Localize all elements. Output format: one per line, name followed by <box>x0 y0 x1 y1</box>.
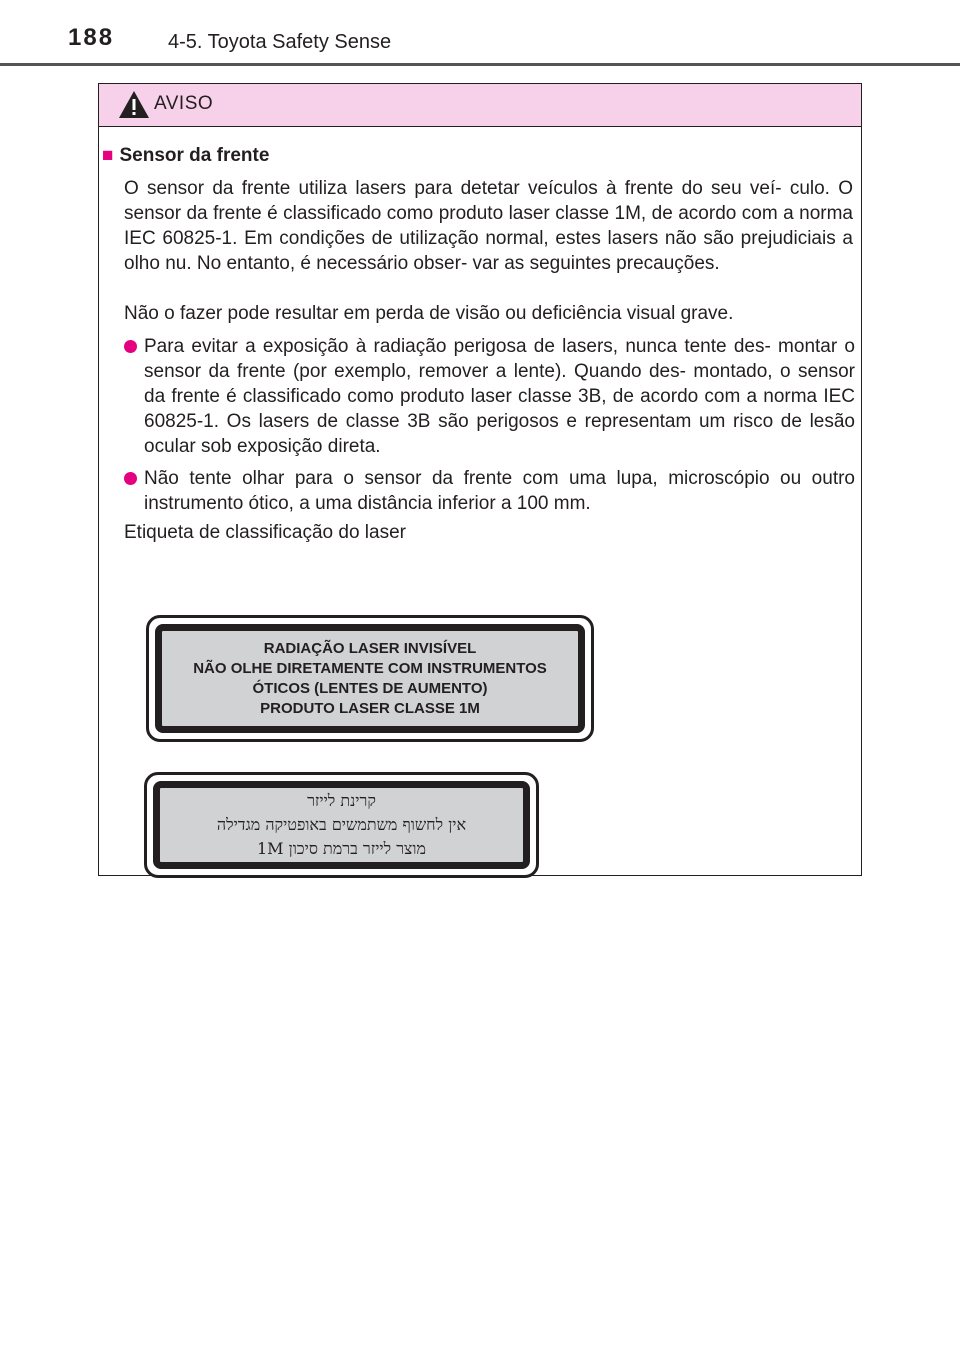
laser-label-hebrew <box>144 772 539 878</box>
consequence-paragraph: Não o fazer pode resultar em perda de visão ou deficiência visual grave. <box>124 303 734 324</box>
label-caption: Etiqueta de classificação do laser <box>124 522 406 543</box>
warning-header <box>99 84 861 127</box>
label-line: PRODUTO LASER CLASSE 1M <box>260 699 480 717</box>
bullet-text: Para evitar a exposição à radiação perigosa de lasers, nunca tente des- montar o sensor da frente (por exemplo, remover a lente). Quando des- montado, o sensor da frente é classificado como produto laser classe 3B, de acordo com a norma IEC 60825-1. Os lasers de classe 3B são perigosos e representam um risco de lesão ocular sob exposição direta. <box>144 336 855 457</box>
label-line: קרינת לייזר <box>307 791 376 810</box>
page-number: 188 <box>68 24 115 51</box>
laser-label-portuguese <box>146 615 594 742</box>
list-item <box>124 334 855 459</box>
label-line: NÃO OLHE DIRETAMENTE COM INSTRUMENTOS <box>193 659 547 677</box>
heading-text: Sensor da frente <box>119 145 270 166</box>
bullet-dot-icon <box>124 472 137 485</box>
section-title: 4-5. Toyota Safety Sense <box>168 31 392 53</box>
bullet-dot-icon <box>124 340 137 353</box>
warning-title: AVISO <box>154 93 214 114</box>
label-line: מוצר לייזר ברמת סיכון 1M <box>256 839 427 858</box>
laser-label-panel <box>153 781 530 869</box>
bullet-text: Não tente olhar para o sensor da frente com uma lupa, microscópio ou outro instrumento ótico, a uma distância inferior a 100 mm. <box>144 468 855 514</box>
heading-square-icon: ■ <box>102 145 114 166</box>
label-line: RADIAÇÃO LASER INVISÍVEL <box>263 639 477 657</box>
warning-box <box>98 83 862 876</box>
warning-triangle-icon <box>118 90 150 119</box>
laser-label-panel <box>155 624 585 733</box>
label-line: ÓTICOS (LENTES DE AUMENTO) <box>252 679 488 697</box>
list-item <box>124 466 855 516</box>
header-rule <box>0 63 960 66</box>
page-header <box>0 0 960 66</box>
intro-paragraph: O sensor da frente utiliza lasers para detetar veículos à frente do seu veí- culo. O sensor da frente é classificado como produto laser classe 1M, de acordo com a norma IEC 60825-1. Em condições de utilização normal, estes lasers não são prejudiciais a olho nu. No entanto, é necessário obser- var as seguintes precauções. <box>124 178 853 274</box>
label-line: אין לחשוף משתמשים באופטיקה מגדילה <box>216 815 467 834</box>
section-heading <box>102 145 269 167</box>
